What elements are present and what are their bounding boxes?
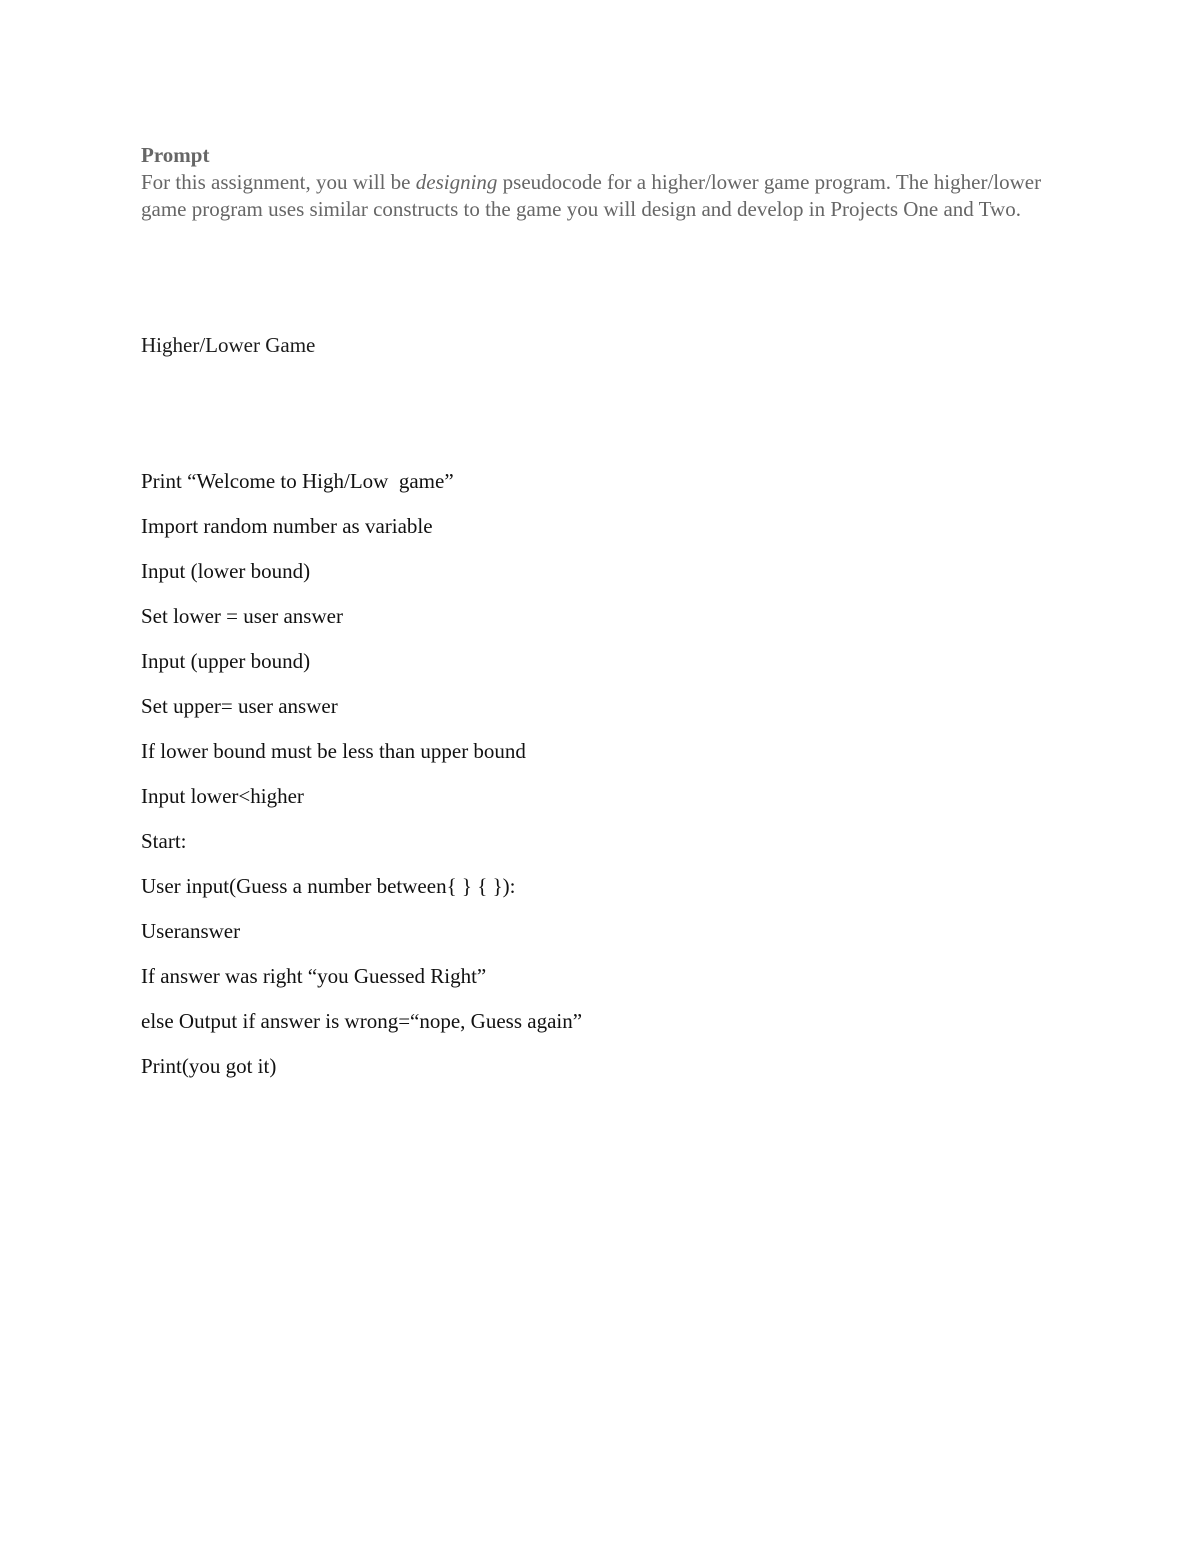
pseudocode-line: Set lower = user answer	[141, 604, 343, 628]
prompt-emphasis: designing	[415, 170, 498, 194]
pseudocode-line: Start:	[141, 829, 187, 853]
prompt-body	[141, 169, 1061, 223]
game-title: Higher/Lower Game	[141, 333, 316, 357]
pseudocode-line: Import random number as variable	[141, 514, 433, 538]
pseudocode-line: Set upper= user answer	[141, 694, 338, 718]
pseudocode-line: User input(Guess a number between{ } { }):	[141, 874, 516, 898]
pseudocode-line: Input (lower bound)	[141, 559, 311, 583]
pseudocode-line: Useranswer	[141, 919, 241, 943]
prompt-text-before: For this assignment, you will be	[141, 170, 416, 194]
prompt-section	[141, 142, 1061, 223]
pseudocode-list	[141, 467, 582, 1097]
prompt-heading: Prompt	[141, 143, 210, 167]
pseudocode-line: If lower bound must be less than upper bound	[141, 739, 526, 763]
pseudocode-line: else Output if answer is wrong=“nope, Guess again”	[141, 1009, 583, 1033]
pseudocode-line: If answer was right “you Guessed Right”	[141, 964, 487, 988]
pseudocode-line: Input (upper bound)	[141, 649, 311, 673]
pseudocode-line: Input lower<higher	[141, 784, 304, 808]
pseudocode-line: Print(you got it)	[141, 1054, 277, 1078]
pseudocode-line: Print “Welcome to High/Low game”	[141, 469, 454, 493]
prompt-text-after: pseudocode for a higher/lower game program. The higher/lower game program uses similar constructs to the game you will design and develop in Projects One and Two.	[141, 170, 1042, 221]
